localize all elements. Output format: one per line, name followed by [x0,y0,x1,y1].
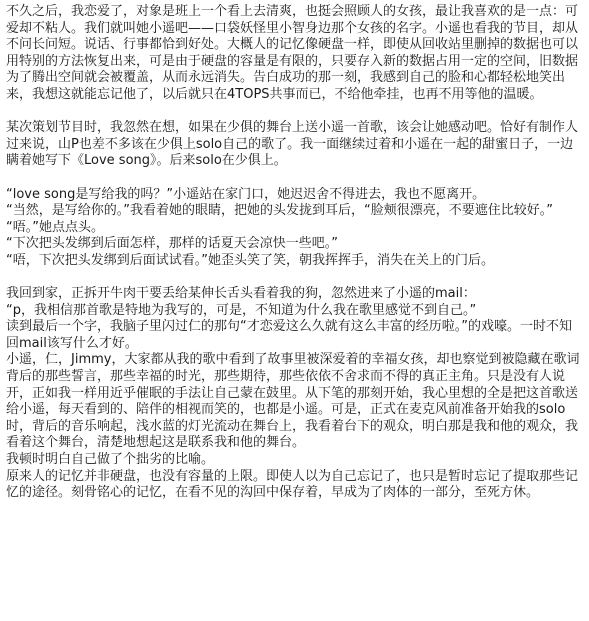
document-body [6,4,584,502]
paragraph-gap [6,104,584,121]
dialogue-line-1: “love song是写给我的吗？”小遥站在家门口，她迟迟舍不得进去，我也不愿离开。 [6,186,486,202]
paragraph-clumsy-metaphor: 我顿时明白自己做了个拙劣的比喻。 [6,452,215,468]
paragraph-mail-content: “p，我相信那首歌是特地为我写的，可是，不知道为什么我在歌里感觉不到自己。” [6,302,477,318]
dialogue-line-4: “下次把头发绑到后面怎样，那样的话夏天会凉快一些吧。” [6,236,338,252]
paragraph-after-reading: 读到最后一个字，我脑子里闪过仁的那句“才恋爱这么久就有这么丰富的经历啦。”的戏嚎。一时不知回mail该写什么才好。 [6,319,572,351]
paragraph-gap [6,270,584,287]
paragraph-realization: 小遥，仁，Jimmy，大家都从我的歌中看到了故事里被深爱着的幸福女孩，却也察觉到被隐藏在歌词背后的那些誓言，那些幸福的时光，那些期待，那些依依不舍求而不得的真正主角。只是没有人说开，正如我一样用近乎催眠的手法让自己蒙在鼓里。从下笔的那刻开始，我心里想的全是把这首歌送给小遥，每天看到的、陪伴的相视而笑的，也都是小遥。可是，正式在麦克风前准备开始我的solo时，背后的音乐响起，浅水蓝的灯光流动在舞台上，我看着台下的观众，明白那是我和他的观众，我看着这个舞台，清楚地想起这是联系我和他的舞台。 [6,352,580,451]
dialogue-line-3: “唔。”她点点头。 [6,219,104,235]
dialogue-line-2: “当然，是写给你的。”我看着她的眼睛，把她的头发拢到耳后，“脸颊很漂亮，不要遮住比较好。” [6,203,553,219]
dialogue-line-5: “唔，下次把头发绑到后面试试看。”她歪头笑了笑，朝我挥挥手，消失在关上的门后。 [6,252,494,268]
paragraph-conclusion: 原来人的记忆并非硬盘，也没有容量的上限。即使人以为自己忘记了，也只是暂时忘记了提取那些记忆的途径。刻骨铭心的记忆，在看不见的沟回中保存着，早成为了肉体的一部分，至死方休。 [6,468,579,501]
paragraph-memory-like-hard-drive: 不久之后，我恋爱了，对象是班上一个看上去清爽，也挺会照顾人的女孩，最让我喜欢的是一点：可爱却不粘人。我们就叫她小遥吧——口袋妖怪里小智身边那个女孩的名字。小遥也看我的节目，却从不问长问短。说话、行事都恰到好处。大概人的记忆像硬盘一样，即使从回收站里删掉的数据也可以用特别的方法恢复出来，可是由于硬盘的容量是有限的，只要存入新的数据占用一定的空间，旧数据为了腾出空间就会被覆盖，从而永远消失。告白成功的那一刻，我感到自己的脸和心都轻松地笑出来，我想这就能忘记他了，以后就只在4TOPS共事而已，不给他牵挂，也再不用等他的温暖。 [6,4,579,102]
paragraph-gap [6,170,584,187]
paragraph-mail-arrives: 我回到家，正拆开牛肉干要丢给某伸长舌头看着我的狗，忽然进来了小遥的mail： [6,286,476,302]
paragraph-love-song-plan: 某次策划节目时，我忽然在想，如果在少俱的舞台上送小遥一首歌，该会让她感动吧。恰好有制作人过来说，山P也差不多该在少俱上solo自己的歌了。我一面继续过着和小遥在一起的甜蜜日子，一边瞒着她写下《Love song》。后来solo在少俱上。 [6,120,579,169]
